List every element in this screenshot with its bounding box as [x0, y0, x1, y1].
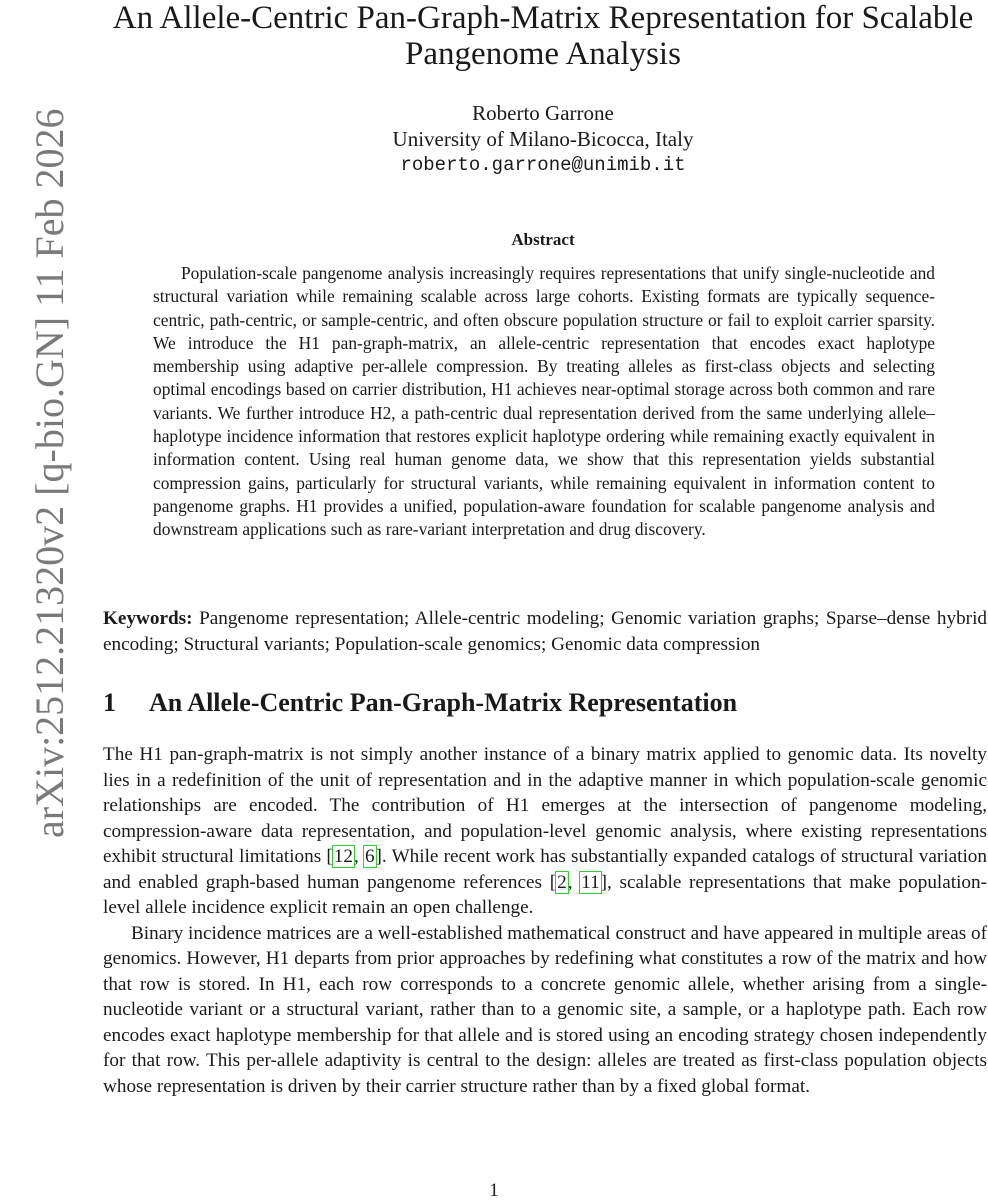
author-email[interactable]: roberto.garrone@unimib.it: [400, 154, 686, 176]
arxiv-identifier: arXiv:2512.21320v2 [q-bio.GN] 11 Feb 2026: [27, 108, 72, 838]
keywords: [103, 606, 987, 657]
body-text: [103, 742, 987, 1099]
page-number: 1: [489, 1180, 499, 1201]
paper-title: An Allele-Centric Pan-Graph-Matrix Representation for Scalable Pangenome Analysis: [112, 0, 974, 72]
citation-link[interactable]: 12: [333, 846, 353, 867]
author-block: [100, 100, 986, 178]
citation-separator: ,: [567, 871, 581, 893]
abstract-text: Population-scale pangenome analysis increasingly requires representations that unify single-nucleotide and structural variation while remaining scalable across large cohorts. Existing formats are typically sequence-centric, path-centric, or sample-centric, and often obscure population structure or fail to exploit carrier sparsity. We introduce the H1 pan-graph-matrix, an allele-centric representation that encodes exact haplotype membership using adaptive per-allele compression. By treating alleles as first-class objects and selecting optimal encodings based on carrier distribution, H1 achieves near-optimal storage across both common and rare variants. We further introduce H2, a path-centric dual representation derived from the same underlying allele–haplotype incidence information that restores explicit haplotype ordering while remaining exactly equivalent in information content. Using real human genome data, we show that this representation yields substantial compression gains, particularly for structural variants, while remaining equivalent in information content to pangenome graphs. H1 provides a unified, population-aware foundation for scalable pangenome analysis and downstream applications such as rare-variant interpretation and drug discovery.: [153, 263, 935, 540]
citation-link[interactable]: 11: [581, 871, 600, 893]
section-title: An Allele-Centric Pan-Graph-Matrix Representation: [149, 688, 738, 717]
keywords-label: Keywords:: [103, 608, 193, 629]
abstract-heading: Abstract: [511, 230, 575, 249]
keywords-text: Pangenome representation; Allele-centric modeling; Genomic variation graphs; Sparse–dense hybrid encoding; Structural variants; Population-scale genomics; Genomic data compression: [103, 608, 987, 655]
arxiv-sidebar: [0, 0, 72, 960]
author-name: Roberto Garrone: [472, 101, 614, 125]
paragraph-1-text-a: The H1 pan-graph-matrix is not simply another instance of a binary matrix applied to genomic data. Its novelty lies in a redefinition of the unit of representation and in the adaptive manner in which population-scale genomic relationships are encoded. The contribution of H1 emerges at the intersection of pangenome modeling, compression-aware data representation, and population-level genomic analysis, where existing representations exhibit structural limitations [: [103, 744, 987, 867]
citation-link[interactable]: 6: [364, 846, 375, 867]
citation-link[interactable]: 2: [557, 871, 567, 893]
paragraph-2: Binary incidence matrices are a well-established mathematical construct and have appeared in multiple areas of genomics. However, H1 departs from prior approaches by redefining what constitutes a row of the matrix and how that row is stored. In H1, each row corresponds to a concrete genomic allele, whether arising from a single-nucleotide variant or a structural variant, rather than to a genomic site, a sample, or a haplotype path. Each row encodes exact haplotype membership for that allele and is stored using an encoding strategy chosen independently for that row. This per-allele adaptivity is central to the design: alleles are treated as first-class population objects whose representation is driven by their carrier structure rather than by a fixed global format.: [103, 922, 987, 1097]
citation-separator: ,: [353, 846, 364, 867]
author-affiliation: University of Milano-Bicocca, Italy: [392, 127, 694, 151]
paragraph-1-text-b: ]. While recent work has substantially expanded catalogs of structural variation and enabled graph-based human pangenome references [: [103, 846, 987, 893]
paragraph-1-text-c: ], scalable representations that make population-level allele incidence explicit remain an open challenge.: [103, 871, 988, 918]
section-number: 1: [103, 688, 116, 717]
paragraph-1: [103, 742, 987, 921]
section-heading: [103, 688, 737, 718]
